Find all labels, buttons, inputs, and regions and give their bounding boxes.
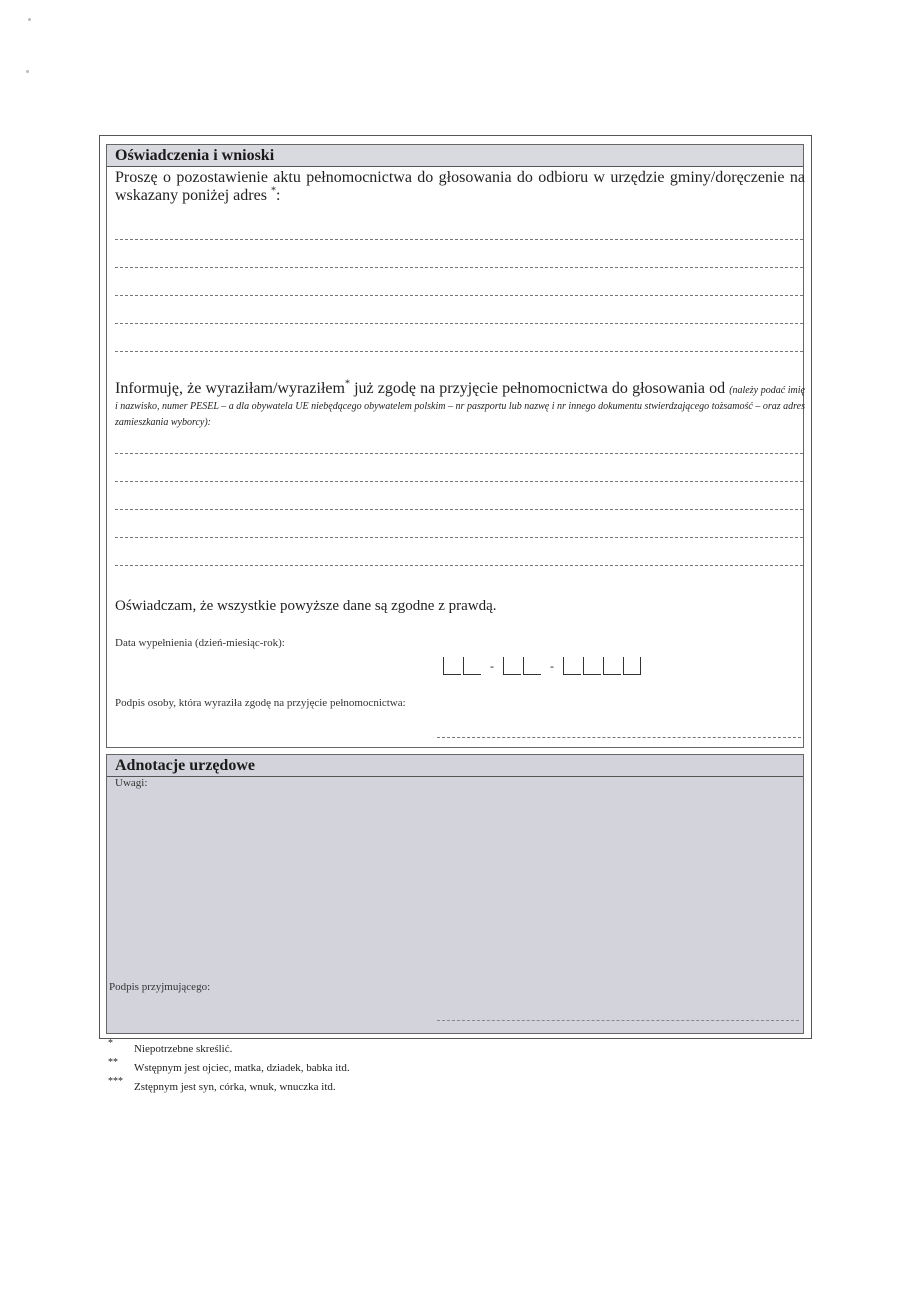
date-day-digit[interactable] [443, 657, 461, 675]
truth-declaration: Oświadczam, że wszystkie powyższe dane są zgodne z prawdą. [115, 598, 497, 614]
footnotes [108, 1040, 350, 1097]
address-line-1[interactable] [115, 239, 803, 240]
footnote-mark: *** [108, 1076, 123, 1087]
date-year-digit[interactable] [623, 657, 641, 675]
footnote: * Niepotrzebne skreślić. [108, 1040, 350, 1059]
footnote: ** Wstępnym jest ojciec, matka, dziadek, babka itd. [108, 1059, 350, 1078]
scan-speck [26, 70, 29, 73]
date-separator: - [490, 659, 494, 673]
voter-line-3[interactable] [115, 509, 803, 510]
address-line-2[interactable] [115, 267, 803, 268]
footnote-mark: * [344, 378, 350, 390]
section-title: Oświadczenia i wnioski [107, 145, 803, 167]
receiver-signature-line[interactable] [437, 1020, 799, 1021]
address-line-4[interactable] [115, 323, 803, 324]
date-month-digit[interactable] [523, 657, 541, 675]
declarations-section [106, 144, 804, 748]
footnote-mark: * [108, 1038, 113, 1049]
voter-line-2[interactable] [115, 481, 803, 482]
address-line-5[interactable] [115, 351, 803, 352]
consent-info-text: Informuję, że wyraziłam/wyraziłem* już zgodę na przyjęcie pełnomocnictwa do głosowania od (należy podać imię i nazwisko, numer PESEL – a dla obywatela UE niebędącego obywatelem polskim – nr paszportu lub nazwę i nr innego dokumentu stwierdzającego tożsamość – oraz adres zamieszkania wyborcy): [115, 378, 805, 428]
form-frame [99, 135, 812, 1039]
section-title: Adnotacje urzędowe [107, 755, 803, 777]
scan-speck [28, 18, 31, 21]
date-label: Data wypełnienia (dzień-miesiąc-rok): [115, 637, 285, 649]
footnote: *** Zstępnym jest syn, córka, wnuk, wnuczka itd. [108, 1078, 350, 1097]
footnote-mark: ** [108, 1057, 118, 1068]
date-month-digit[interactable] [503, 657, 521, 675]
address-request-text: Proszę o pozostawienie aktu pełnomocnictwa do głosowania do odbioru w urzędzie gminy/doręczenie na wskazany poniżej adres *: [115, 169, 805, 204]
date-year-digit[interactable] [563, 657, 581, 675]
voter-line-4[interactable] [115, 537, 803, 538]
receiver-signature-label: Podpis przyjmującego: [109, 981, 211, 993]
consent-note: (należy podać imię i nazwisko, numer PESEL – a dla obywatela UE niebędącego obywatelem polskim – nr paszportu lub nazwę i nr innego dokumentu stwierdzającego tożsamość – oraz adres zamieszkania wyborcy): [115, 385, 805, 428]
date-field[interactable] [443, 657, 643, 675]
consenting-person-signature-line[interactable] [437, 737, 801, 738]
footnote-mark: * [270, 185, 276, 197]
date-day-digit[interactable] [463, 657, 481, 675]
voter-line-1[interactable] [115, 453, 803, 454]
address-line-3[interactable] [115, 295, 803, 296]
official-annotations-section [106, 754, 804, 1034]
voter-line-5[interactable] [115, 565, 803, 566]
date-year-digit[interactable] [603, 657, 621, 675]
date-separator: - [550, 659, 554, 673]
consenting-person-signature-label: Podpis osoby, która wyraziła zgodę na przyjęcie pełnomocnictwa: [115, 697, 406, 709]
date-year-digit[interactable] [583, 657, 601, 675]
remarks-label: Uwagi: [115, 777, 148, 789]
